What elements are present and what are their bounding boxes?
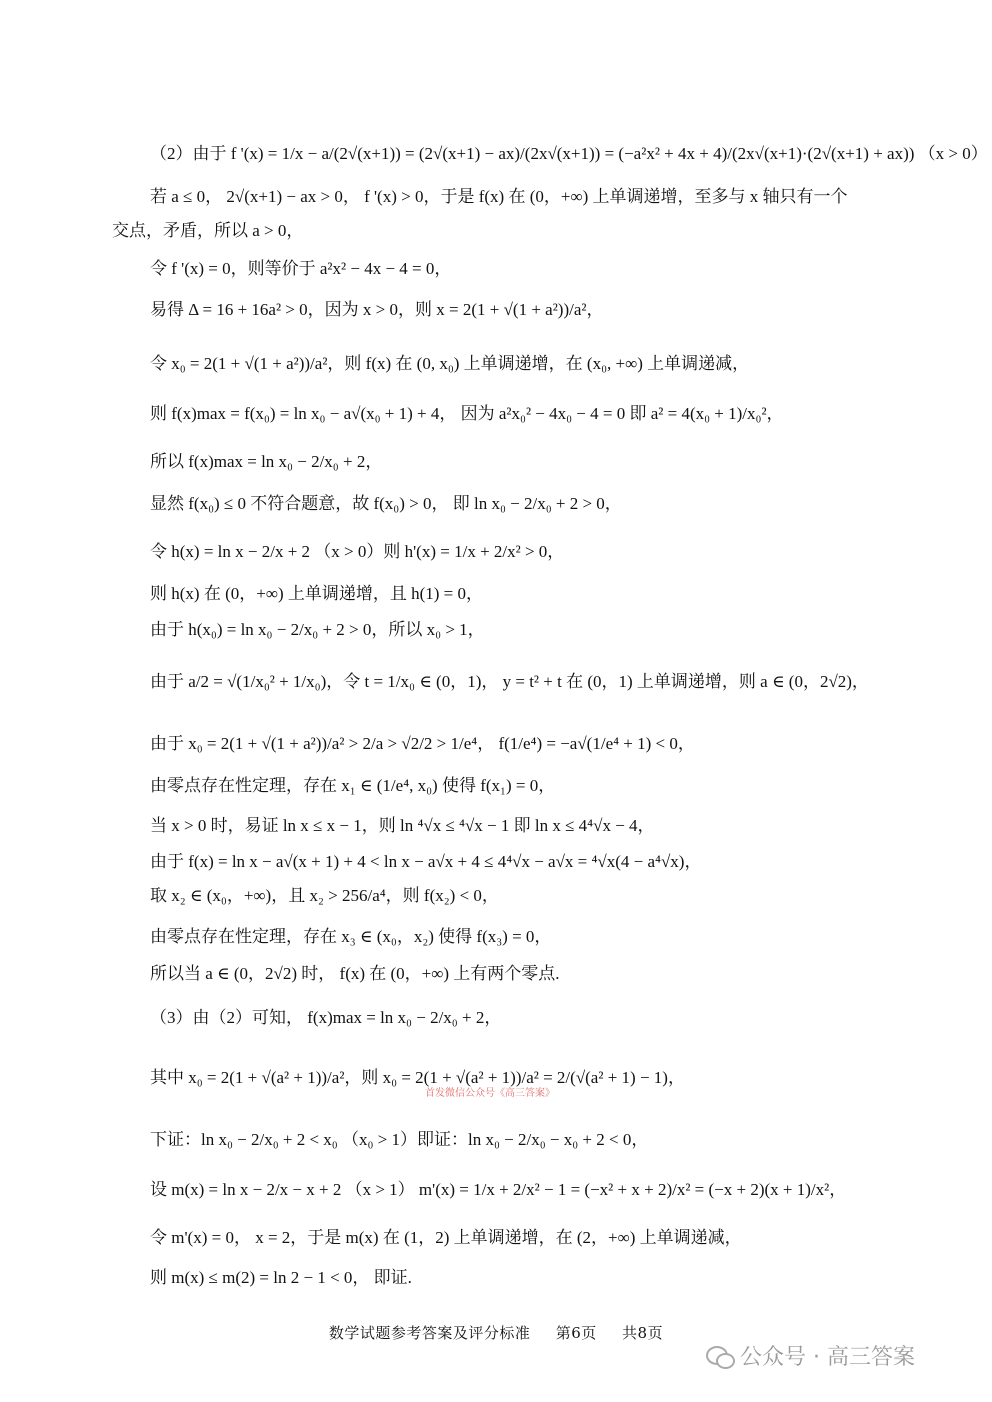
footer-page: 第6页 (555, 1324, 597, 1342)
solution-line-15: 由零点存在性定理，存在 x₁ ∈ (1/e⁴, x₀) 使得 f(x₁) = 0， (150, 776, 556, 795)
footer-title: 数学试题参考答案及评分标准 (328, 1324, 531, 1342)
solution-line-1: （2）由于 f '(x) = 1/x − a/(2√(x+1)) = (2√(x+1) − ax)/(2x√(x+1)) = (−a²x² + 4x + 4)/(2x√(x+1)·(2√(x+1) + ax)) （x > 0） (150, 144, 988, 163)
solution-line-9: 显然 f(x₀) ≤ 0 不符合题意，故 f(x₀) > 0， 即 ln x₀ − 2/x₀ + 2 > 0， (150, 494, 622, 513)
solution-line-21: （3）由（2）可知， f(x)max = ln x₀ − 2/x₀ + 2， (150, 1008, 502, 1027)
solution-line-20: 所以当 a ∈ (0，2√2) 时， f(x) 在 (0，+∞) 上有两个零点. (150, 964, 560, 983)
solution-line-4: 令 f '(x) = 0，则等价于 a²x² − 4x − 4 = 0， (150, 259, 452, 278)
solution-line-6: 令 x₀ = 2(1 + √(1 + a²))/a²，则 f(x) 在 (0, x₀) 上单调递增，在 (x₀, +∞) 上单调递减， (150, 354, 750, 373)
solution-line-3: 交点，矛盾，所以 a > 0， (112, 221, 304, 240)
solution-line-13: 由于 a/2 = √(1/x₀² + 1/x₀)，令 t = 1/x₀ ∈ (0，1)， y = t² + t 在 (0，1) 上单调递增，则 a ∈ (0，2√2)， (150, 672, 869, 691)
solution-line-7: 则 f(x)max = f(x₀) = ln x₀ − a√(x₀ + 1) + 4， 因为 a²x₀² − 4x₀ − 4 = 0 即 a² = 4(x₀ + 1)/x₀²， (150, 404, 784, 423)
solution-line-10: 令 h(x) = ln x − 2/x + 2 （x > 0）则 h'(x) = 1/x + 2/x² > 0， (150, 542, 565, 561)
watermark-text: 首发微信公众号《高三答案》 (425, 1088, 555, 1099)
solution-line-14: 由于 x₀ = 2(1 + √(1 + a²))/a² > 2/a > √2/2 > 1/e⁴， f(1/e⁴) = −a√(1/e⁴ + 1) < 0， (150, 734, 695, 753)
solution-line-19: 由零点存在性定理，存在 x₃ ∈ (x₀，x₂) 使得 f(x₃) = 0， (150, 927, 552, 946)
solution-line-26: 则 m(x) ≤ m(2) = ln 2 − 1 < 0， 即证. (150, 1268, 412, 1287)
wechat-badge (706, 1340, 915, 1371)
solution-line-23: 下证：ln x₀ − 2/x₀ + 2 < x₀ （x₀ > 1）即证：ln x₀ − 2/x₀ − x₀ + 2 < 0， (150, 1130, 649, 1149)
wechat-icon (706, 1344, 734, 1368)
solution-line-12: 由于 h(x₀) = ln x₀ − 2/x₀ + 2 > 0，所以 x₀ > 1， (150, 620, 485, 639)
solution-line-18: 取 x₂ ∈ (x₀，+∞)，且 x₂ > 256/a⁴，则 f(x₂) < 0， (150, 886, 499, 905)
solution-line-5: 易得 Δ = 16 + 16a² > 0，因为 x > 0，则 x = 2(1 + √(1 + a²))/a²， (150, 300, 604, 319)
solution-line-22: 其中 x₀ = 2(1 + √(a² + 1))/a²，则 x₀ = 2(1 + √(a² + 1))/a² = 2/(√(a² + 1) − 1)， (150, 1068, 685, 1087)
solution-line-8: 所以 f(x)max = ln x₀ − 2/x₀ + 2， (150, 452, 383, 471)
solution-line-24: 设 m(x) = ln x − 2/x − x + 2 （x > 1） m'(x) = 1/x + 2/x² − 1 = (−x² + x + 2)/x² = (−x + 2)(x + 1)/x²， (150, 1180, 847, 1199)
solution-line-17: 由于 f(x) = ln x − a√(x + 1) + 4 < ln x − a√x + 4 ≤ 4⁴√x − a√x = ⁴√x(4 − a⁴√x)， (150, 852, 702, 871)
footer-total: 共8页 (622, 1324, 664, 1342)
solution-line-11: 则 h(x) 在 (0，+∞) 上单调递增，且 h(1) = 0， (150, 584, 484, 603)
solution-line-25: 令 m'(x) = 0， x = 2，于是 m(x) 在 (1，2) 上单调递增，在 (2，+∞) 上单调递减， (150, 1228, 742, 1247)
wechat-badge-text: 公众号 · 高三答案 (740, 1345, 915, 1370)
solution-line-16: 当 x > 0 时，易证 ln x ≤ x − 1，则 ln ⁴√x ≤ ⁴√x − 1 即 ln x ≤ 4⁴√x − 4， (150, 816, 655, 835)
solution-line-2: 若 a ≤ 0， 2√(x+1) − ax > 0， f '(x) > 0，于是 f(x) 在 (0，+∞) 上单调递增，至多与 x 轴只有一个 (150, 187, 848, 206)
